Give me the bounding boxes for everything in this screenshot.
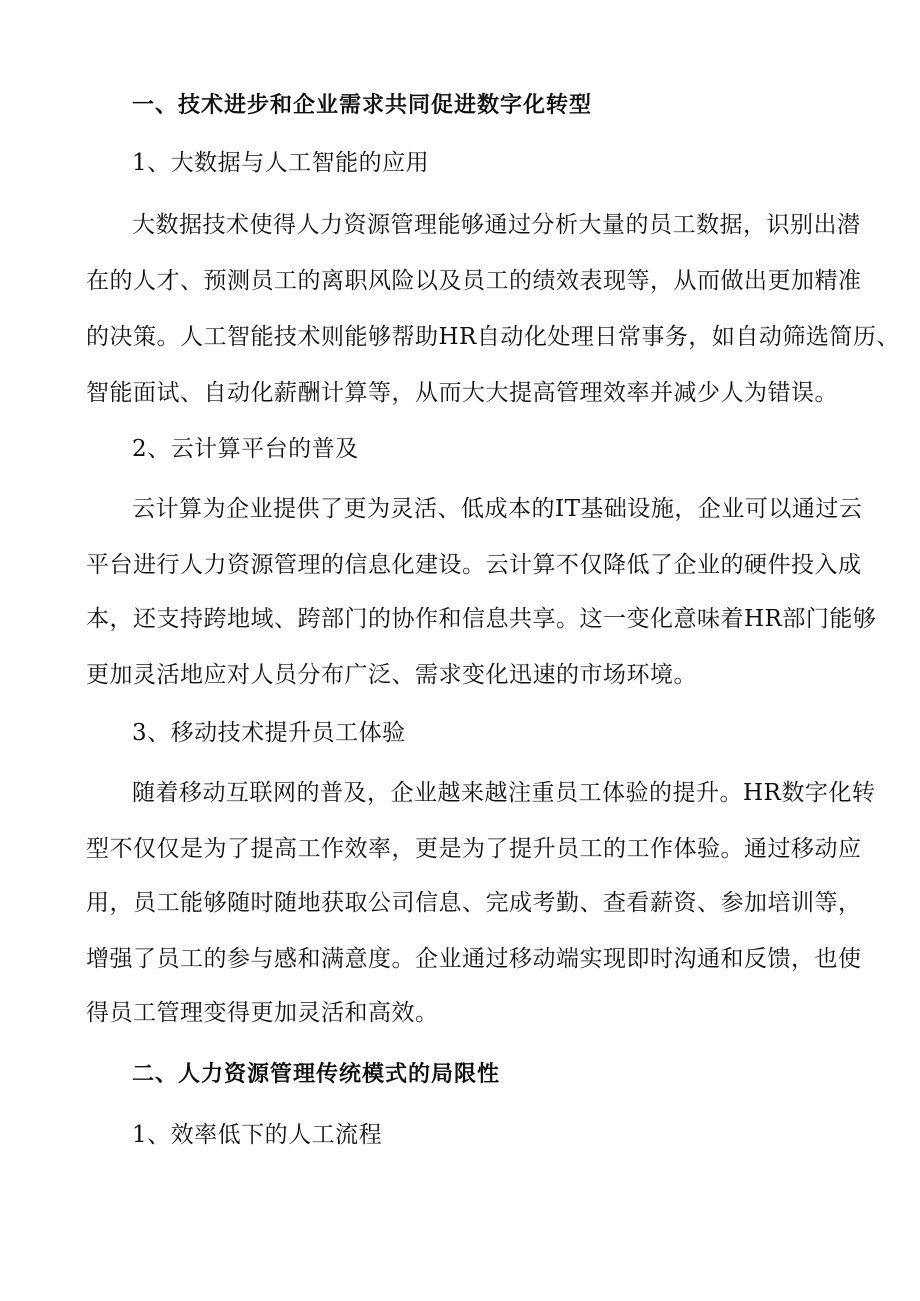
subsection-title-2-1: 1、效率低下的人工流程 [132,1122,383,1148]
paragraph-line: 本，还支持跨地域、跨部门的协作和信息共享。这一变化意味着HR部门能够 [86,606,877,632]
subsection-title-1-2: 2、云计算平台的普及 [132,436,359,462]
section-heading-1: 一、技术进步和企业需求共同促进数字化转型 [132,93,593,118]
paragraph-line: 更加灵活地应对人员分布广泛、需求变化迅速的市场环境。 [86,662,697,688]
paragraph-line: 得员工管理变得更加灵活和高效。 [86,1000,439,1026]
paragraph-line: 在的人才、预测员工的离职风险以及员工的绩效表现等，从而做出更加精准 [86,268,862,294]
section-heading-2: 二、人力资源管理传统模式的局限性 [132,1062,501,1087]
paragraph-line: 随着移动互联网的普及，企业越来越注重员工体验的提升。HR数字化转 [132,780,876,806]
subsection-title-1-1: 1、大数据与人工智能的应用 [132,150,430,176]
paragraph-line: 平台进行人力资源管理的信息化建设。云计算不仅降低了企业的硬件投入成 [86,552,862,578]
paragraph-line: 增强了员工的参与感和满意度。企业通过移动端实现即时沟通和反馈，也使 [86,946,862,972]
paragraph-line: 用，员工能够随时随地获取公司信息、完成考勤、查看薪资、参加培训等， [86,890,862,916]
paragraph-line: 的决策。人工智能技术则能够帮助HR自动化处理日常事务，如自动筛选简历、 [86,324,900,350]
paragraph-line: 型不仅仅是为了提高工作效率，更是为了提升员工的工作体验。通过移动应 [86,836,862,862]
paragraph-line: 智能面试、自动化薪酬计算等，从而大大提高管理效率并减少人为错误。 [86,380,838,406]
paragraph-line: 云计算为企业提供了更为灵活、低成本的IT基础设施，企业可以通过云 [132,496,863,522]
paragraph-line: 大数据技术使得人力资源管理能够通过分析大量的员工数据，识别出潜 [132,212,861,238]
subsection-title-1-3: 3、移动技术提升员工体验 [132,720,406,746]
